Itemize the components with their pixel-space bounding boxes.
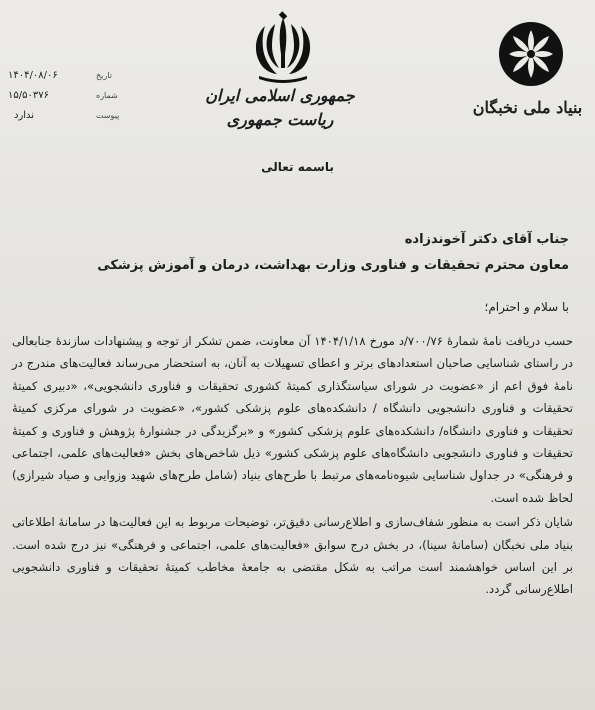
addressee-name: جناب آقای دکتر آخوندزاده [404,232,569,247]
attachment-label: پیوست [96,111,120,120]
iran-emblem-icon [246,10,320,86]
letter-meta [8,66,120,126]
body-paragraph-1: حسب دریافت نامهٔ شمارهٔ ۷۰۰/۷۶/د مورخ ۱۴۰۴/۱/۱۸ آن معاونت، ضمن تشکر از توجه و پیشنهادات سازندهٔ جنابعالی در راستای شناسایی صاحبان استعدادهای برتر و اعطای تسهیلات به آنان، به استحضار می‌رساند فعالیت‌های مندرج در نامهٔ فوق اعم از «عضویت در شورای سیاستگذاری کمیتهٔ کشوری تحقیقات و فناوری دانشجویی»، «دبیری کمیتهٔ تحقیقات و فناوری دانشجویی دانشگاه / دانشکده‌های علوم پزشکی کشور»، «عضویت در شورای مرکزی کمیتهٔ تحقیقات و فناوری دانشگاه/ دانشکده‌های علوم پزشکی کشور» و «برگزیدگی در جشنوارهٔ پژوهش و فناوری و کمیتهٔ تحقیقات و فناوری دانشجویی دانشگاه‌های علوم پزشکی کشور» ذیل شاخص‌های بخش «فعالیت‌های علمی، اجتماعی و فرهنگی» در جداول شناسایی شیوه‌نامه‌های مرتبط با طرح‌های بنیاد (شامل طرح‌های شهید وزوایی و صیاد شیرازی) لحاظ شده است. [12,334,573,505]
foundation-title: بنیاد ملی نخبگان [472,98,583,117]
greeting: با سلام و احترام؛ [484,300,569,314]
number-value: ۱۵/۵۰۳۷۶ [8,90,49,101]
addressee-title: معاون محترم تحقیقات و فناوری وزارت بهداشت، درمان و آموزش پزشکی [97,258,569,273]
country-title: جمهوری اسلامی ایران [205,86,355,105]
date-label: تاریخ [96,71,112,80]
date-value: ۱۴۰۴/۰۸/۰۶ [8,70,58,81]
attachment-value: ندارد [14,110,35,121]
elite-foundation-logo-icon [497,20,565,88]
attachment-row [8,106,120,126]
number-row [8,86,118,106]
letter-body [12,330,573,601]
number-label: شماره [96,91,118,100]
body-paragraph-2: شایان ذکر است به منظور شفاف‌سازی و اطلاع‌رسانی دقیق‌تر، توضیحات مربوط به این فعالیت‌ها در سامانهٔ اطلاعاتی بنیاد ملی نخبگان (سامانهٔ سینا)، در بخش درج سوابق «فعالیت‌های علمی، اجتماعی و فرهنگی» نیز درج شده است. بر این اساس خواهشمند است مراتب به شکل مقتضی به جامعهٔ مخاطب کمیتهٔ تحقیقات و فناوری دانشجویی اطلاع‌رسانی گردد. [12,515,573,597]
invocation: باسمه تعالی [261,160,334,174]
presidency-title: ریاست جمهوری [226,110,334,129]
date-row [8,66,113,86]
